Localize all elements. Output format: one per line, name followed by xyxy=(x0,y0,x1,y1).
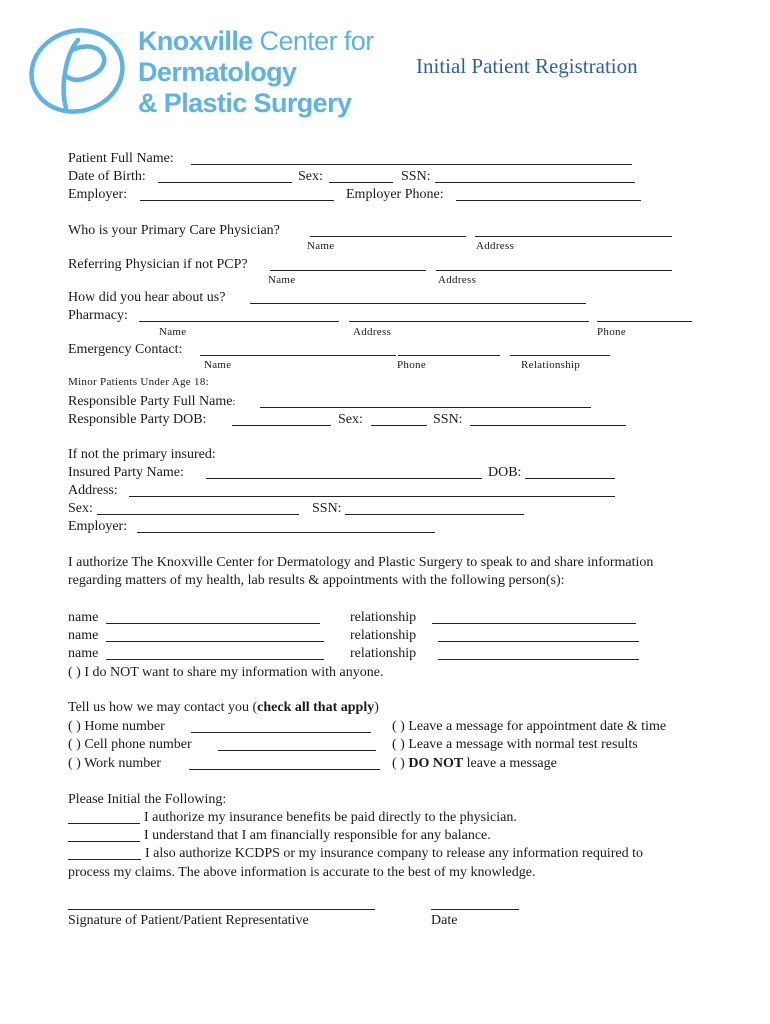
no-share-checkbox[interactable]: ( ) I do NOT want to share my information with anyone. xyxy=(68,665,384,680)
cell-number-field[interactable] xyxy=(218,750,376,751)
pharmacy-address-field[interactable] xyxy=(349,321,589,322)
responsible-sex-label: Sex: xyxy=(338,412,363,427)
logo-line-1: Knoxville Center for xyxy=(138,26,374,56)
insured-sex-label: Sex: xyxy=(68,501,93,516)
msg-appointment-checkbox[interactable]: ( ) Leave a message for appointment date & time xyxy=(392,719,667,734)
pharmacy-name-caption: Name xyxy=(159,326,187,338)
person-1-name-field[interactable] xyxy=(106,623,320,624)
responsible-name-label: Responsible Party Full Name: xyxy=(68,394,236,409)
insured-name-field[interactable] xyxy=(206,478,482,479)
responsible-dob-field[interactable] xyxy=(232,425,331,426)
initial-1-text: I authorize my insurance benefits be paid directly to the physician. xyxy=(144,810,517,825)
emergency-relationship-caption: Relationship xyxy=(521,359,581,371)
person-3-relationship-label: relationship xyxy=(350,646,417,661)
initial-3-field[interactable] xyxy=(68,859,141,860)
person-1-relationship-field[interactable] xyxy=(432,623,636,624)
insured-dob-field[interactable] xyxy=(525,478,615,479)
pcp-address-caption: Address xyxy=(476,240,515,252)
responsible-name-field[interactable] xyxy=(260,407,591,408)
dob-label: Date of Birth: xyxy=(68,169,146,184)
insured-address-field[interactable] xyxy=(129,496,615,497)
pharmacy-label: Pharmacy: xyxy=(68,308,128,323)
person-2-relationship-field[interactable] xyxy=(438,641,639,642)
insured-name-label: Insured Party Name: xyxy=(68,465,184,480)
person-1-relationship-label: relationship xyxy=(350,610,417,625)
work-number-checkbox[interactable]: ( ) Work number xyxy=(68,756,162,771)
insured-ssn-label: SSN: xyxy=(312,501,342,516)
insured-employer-label: Employer: xyxy=(68,519,128,534)
pcp-question: Who is your Primary Care Physician? xyxy=(68,223,280,238)
minor-heading: Minor Patients Under Age 18: xyxy=(68,376,209,388)
responsible-ssn-field[interactable] xyxy=(470,425,626,426)
cell-number-checkbox[interactable]: ( ) Cell phone number xyxy=(68,737,192,752)
employer-phone-label: Employer Phone: xyxy=(346,187,444,202)
msg-none-checkbox[interactable]: ( ) DO NOT leave a message xyxy=(392,756,557,771)
contact-heading: Tell us how we may contact you (check all that apply) xyxy=(68,700,379,715)
insured-dob-label: DOB: xyxy=(488,465,522,480)
home-number-field[interactable] xyxy=(191,732,371,733)
initial-3-text-cont: process my claims. The above information is accurate to the best of my knowledge. xyxy=(68,865,536,880)
logo-line-2: Dermatology xyxy=(138,57,297,87)
pharmacy-name-field[interactable] xyxy=(139,321,339,322)
person-3-name-field[interactable] xyxy=(106,659,324,660)
date-field[interactable] xyxy=(431,909,519,910)
sex-field[interactable] xyxy=(329,182,393,183)
insured-sex-field[interactable] xyxy=(97,514,299,515)
emergency-name-field[interactable] xyxy=(200,355,396,356)
person-2-relationship-label: relationship xyxy=(350,628,417,643)
initial-2-field[interactable] xyxy=(68,841,140,842)
insured-employer-field[interactable] xyxy=(137,532,435,533)
pharmacy-address-caption: Address xyxy=(353,326,392,338)
pharmacy-phone-field[interactable] xyxy=(597,321,692,322)
authorize-paragraph: I authorize The Knoxville Center for Dermatology and Plastic Surgery to speak to and share information regarding matters of my health, lab results & appointments with the following person(s): xyxy=(68,555,654,589)
employer-label: Employer: xyxy=(68,187,128,202)
employer-phone-field[interactable] xyxy=(456,200,641,201)
initial-1-field[interactable] xyxy=(68,823,140,824)
emergency-contact-label: Emergency Contact: xyxy=(68,342,183,357)
home-number-checkbox[interactable]: ( ) Home number xyxy=(68,719,165,734)
patient-full-name-field[interactable] xyxy=(191,164,632,165)
referring-name-caption: Name xyxy=(268,274,296,286)
initial-2-text: I understand that I am financially responsible for any balance. xyxy=(144,828,491,843)
ssn-field[interactable] xyxy=(435,182,635,183)
person-2-name-field[interactable] xyxy=(106,641,324,642)
emergency-phone-field[interactable] xyxy=(398,355,500,356)
referring-address-field[interactable] xyxy=(436,270,672,271)
insured-address-label: Address: xyxy=(68,483,118,498)
person-3-relationship-field[interactable] xyxy=(438,659,639,660)
pharmacy-phone-caption: Phone xyxy=(597,326,626,338)
date-label: Date xyxy=(431,913,458,928)
initials-heading: Please Initial the Following: xyxy=(68,792,227,807)
person-2-name-label: name xyxy=(68,628,99,643)
hear-about-label: How did you hear about us? xyxy=(68,290,226,305)
emergency-name-caption: Name xyxy=(204,359,232,371)
sex-label: Sex: xyxy=(298,169,323,184)
emergency-relationship-field[interactable] xyxy=(510,355,610,356)
ssn-label: SSN: xyxy=(401,169,431,184)
responsible-sex-field[interactable] xyxy=(371,425,427,426)
insured-ssn-field[interactable] xyxy=(345,514,524,515)
person-3-name-label: name xyxy=(68,646,99,661)
dob-field[interactable] xyxy=(158,182,292,183)
insured-heading: If not the primary insured: xyxy=(68,447,216,462)
employer-field[interactable] xyxy=(140,200,334,201)
initial-3-text: I also authorize KCDPS or my insurance company to release any information required to xyxy=(145,846,644,861)
pcp-name-caption: Name xyxy=(307,240,335,252)
hear-about-field[interactable] xyxy=(250,303,586,304)
responsible-ssn-label: SSN: xyxy=(433,412,463,427)
referring-name-field[interactable] xyxy=(270,270,426,271)
page-title: Initial Patient Registration xyxy=(416,54,638,78)
msg-results-checkbox[interactable]: ( ) Leave a message with normal test results xyxy=(392,737,638,752)
person-1-name-label: name xyxy=(68,610,99,625)
work-number-field[interactable] xyxy=(189,769,380,770)
pcp-address-field[interactable] xyxy=(475,236,672,237)
responsible-dob-label: Responsible Party DOB: xyxy=(68,412,207,427)
clinic-logo-mark xyxy=(26,26,128,116)
pcp-name-field[interactable] xyxy=(310,236,466,237)
patient-full-name-label: Patient Full Name: xyxy=(68,151,174,166)
logo-line-3: & Plastic Surgery xyxy=(138,88,352,118)
referring-address-caption: Address xyxy=(438,274,477,286)
referring-label: Referring Physician if not PCP? xyxy=(68,257,248,272)
signature-field[interactable] xyxy=(68,909,375,910)
signature-label: Signature of Patient/Patient Representative xyxy=(68,913,309,928)
emergency-phone-caption: Phone xyxy=(397,359,426,371)
